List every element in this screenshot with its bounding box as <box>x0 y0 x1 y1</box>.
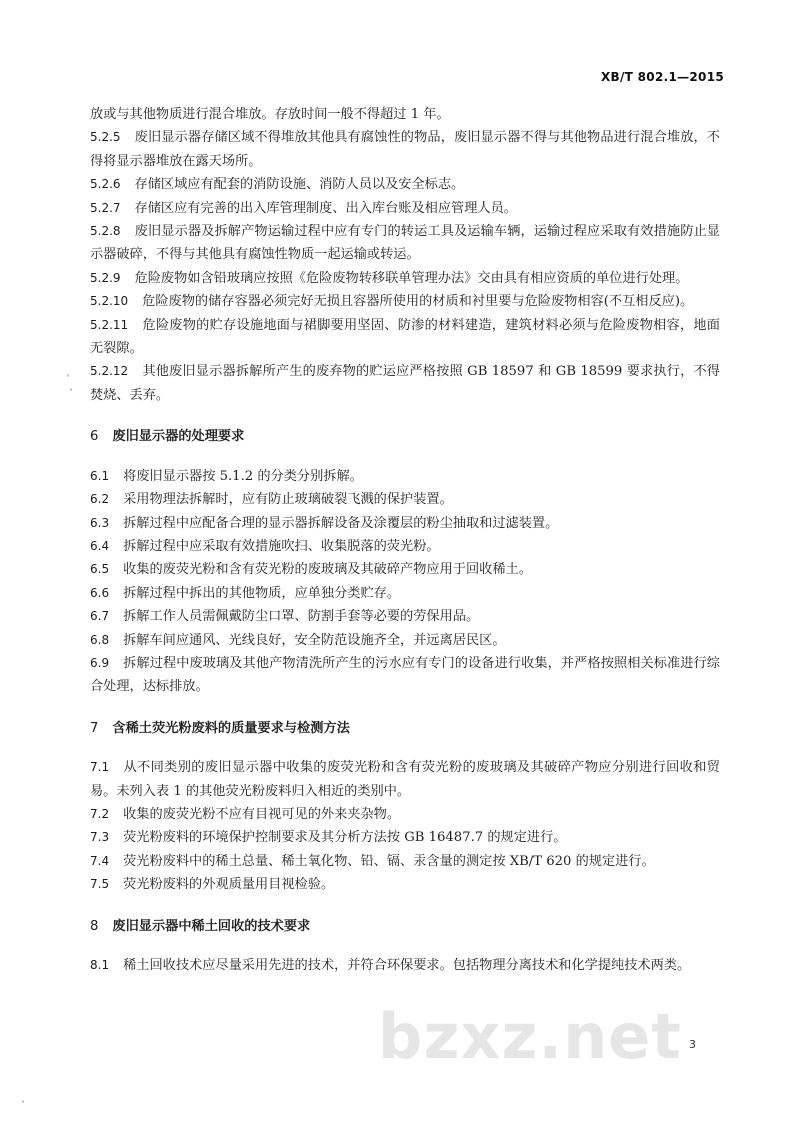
scan-speck <box>22 1100 24 1103</box>
clause-6-4 <box>90 535 720 558</box>
clause-number: 5.2.11 <box>90 317 129 332</box>
document-body <box>90 103 720 977</box>
clause-number: 6.9 <box>90 655 110 670</box>
clause-6-1 <box>90 465 720 488</box>
clause-text: 存储区域应有配套的消防设施、消防人员以及安全标志。 <box>134 177 465 193</box>
clause-text: 将废旧显示器按 5.1.2 的分类分别拆解。 <box>123 468 363 484</box>
clause-number: 6.6 <box>90 585 110 600</box>
clause-number: 6.1 <box>90 468 110 483</box>
clause-5-2-12 <box>90 360 720 407</box>
section-title: 含稀土荧光粉废料的质量要求与检测方法 <box>112 720 350 736</box>
clause-number: 7.5 <box>90 877 110 892</box>
clause-6-8 <box>90 629 720 652</box>
clause-7-2 <box>90 803 720 826</box>
clause-text: 存储区应有完善的出入库管理制度、出入库台账及相应管理人员。 <box>134 200 517 216</box>
clause-5-2-5 <box>90 126 720 173</box>
scan-speck <box>67 374 69 377</box>
clause-6-6 <box>90 582 720 605</box>
clause-number: 5.2.12 <box>90 364 129 379</box>
clause-number: 5.2.8 <box>90 224 121 239</box>
clause-6-7 <box>90 605 720 628</box>
site-watermark: bzxz.net <box>378 1000 682 1073</box>
clause-text: 拆解车间应通风、光线良好，安全防范设施齐全，并远离居民区。 <box>123 632 506 648</box>
clause-5-2-8 <box>90 220 720 267</box>
clause-text: 危险废物的贮存设施地面与裙脚要用坚固、防渗的材料建造，建筑材料必须与危险废物相容，地面无裂隙。 <box>90 317 720 357</box>
section-number: 8 <box>90 918 99 934</box>
section-heading-6 <box>90 425 720 448</box>
clause-7-5 <box>90 873 720 896</box>
clause-number: 7.4 <box>90 853 110 868</box>
clause-text: 其他废旧显示器拆解所产生的废弃物的贮运应严格按照 GB 18597 和 GB 18599 要求执行，不得焚烧、丢弃。 <box>90 364 720 403</box>
clause-number: 6.2 <box>90 492 110 507</box>
paragraph-continuation <box>90 103 720 126</box>
clause-text: 荧光粉废料中的稀土总量、稀土氧化物、铅、镉、汞含量的测定按 XB/T 620 的规定进行。 <box>123 853 655 869</box>
clause-5-2-9 <box>90 267 720 290</box>
paragraph-text: 放或与其他物质进行混合堆放。存放时间一般不得超过 1 年。 <box>90 107 450 122</box>
clause-5-2-6 <box>90 173 720 196</box>
clause-text: 废旧显示器及拆解产物运输过程中应有专门的转运工具及运输车辆，运输过程应采取有效措施防止显示器破碎，不得与其他具有腐蚀性物质一起运输或转运。 <box>90 224 720 263</box>
clause-text: 荧光粉废料的环境保护控制要求及其分析方法按 GB 16487.7 的规定进行。 <box>123 830 567 846</box>
clause-text: 稀土回收技术应尽量采用先进的技术，并符合环保要求。包括物理分离技术和化学提纯技术两类。 <box>123 958 691 973</box>
clause-number: 5.2.6 <box>90 177 121 192</box>
clause-6-5 <box>90 558 720 581</box>
clause-7-3 <box>90 826 720 849</box>
clause-text: 拆解工作人员需佩戴防尘口罩、防割手套等必要的劳保用品。 <box>123 609 480 625</box>
clause-number: 5.2.5 <box>90 130 121 145</box>
scan-speck <box>70 388 72 391</box>
clause-number: 5.2.10 <box>90 294 129 309</box>
clause-5-2-11 <box>90 314 720 361</box>
clause-text: 废旧显示器存储区域不得堆放其他具有腐蚀性的物品，废旧显示器不得与其他物品进行混合堆放，不得将显示器堆放在露天场所。 <box>90 130 720 169</box>
clause-number: 6.7 <box>90 609 110 624</box>
clause-7-4 <box>90 850 720 873</box>
clause-number: 5.2.9 <box>90 270 121 285</box>
clause-text: 危险废物的储存容器必须完好无损且容器所使用的材质和衬里要与危险废物相容(不互相反应)。 <box>142 294 694 310</box>
section-title: 废旧显示器中稀土回收的技术要求 <box>112 918 311 934</box>
section-title: 废旧显示器的处理要求 <box>112 429 245 445</box>
section-number: 6 <box>90 429 99 445</box>
clause-text: 采用物理法拆解时，应有防止玻璃破裂飞溅的保护装置。 <box>123 492 453 508</box>
clause-6-2 <box>90 488 720 511</box>
page-number: 3 <box>689 1038 696 1051</box>
clause-5-2-7 <box>90 197 720 220</box>
clause-text: 危险废物如含铅玻璃应按照《危险废物转移联单管理办法》交由具有相应资质的单位进行处理。 <box>134 270 689 286</box>
clause-number: 7.2 <box>90 806 110 821</box>
clause-5-2-10 <box>90 290 720 313</box>
clause-text: 荧光粉废料的外观质量用目视检验。 <box>123 877 335 893</box>
clause-number: 8.1 <box>90 958 110 972</box>
clause-text: 拆解过程中应配备合理的显示器拆解设备及涂覆层的粉尘抽取和过滤装置。 <box>123 515 559 531</box>
clause-text: 收集的废荧光粉不应有目视可见的外来夹杂物。 <box>123 806 401 822</box>
section-heading-8 <box>90 915 720 938</box>
clause-8-1 <box>90 954 720 977</box>
clause-6-9 <box>90 652 720 699</box>
clause-number: 6.8 <box>90 632 110 647</box>
section-heading-7 <box>90 717 720 740</box>
clause-number: 7.3 <box>90 830 110 845</box>
clause-text: 拆解过程中应采取有效措施吹扫、收集脱落的荧光粉。 <box>123 538 440 554</box>
section-number: 7 <box>90 720 99 736</box>
clause-number: 5.2.7 <box>90 200 121 215</box>
standard-code-header: XB/T 802.1—2015 <box>601 70 724 84</box>
clause-number: 6.4 <box>90 538 110 553</box>
clause-text: 拆解过程中废玻璃及其他产物清洗所产生的污水应有专门的设备进行收集，并严格按照相关标准进行综合处理，达标排放。 <box>90 655 720 695</box>
clause-text: 从不同类别的废旧显示器中收集的废荧光粉和含有荧光粉的废玻璃及其破碎产物应分别进行回收和贸易。未列入表 1 的其他荧光粉废料归入相近的类别中。 <box>90 760 720 799</box>
clause-text: 拆解过程中拆出的其他物质，应单独分类贮存。 <box>123 585 401 601</box>
clause-6-3 <box>90 512 720 535</box>
clause-number: 6.5 <box>90 562 110 577</box>
clause-number: 7.1 <box>90 760 110 775</box>
clause-number: 6.3 <box>90 515 110 530</box>
clause-7-1 <box>90 756 720 803</box>
clause-text: 收集的废荧光粉和含有荧光粉的废玻璃及其破碎产物应用于回收稀土。 <box>123 562 532 578</box>
